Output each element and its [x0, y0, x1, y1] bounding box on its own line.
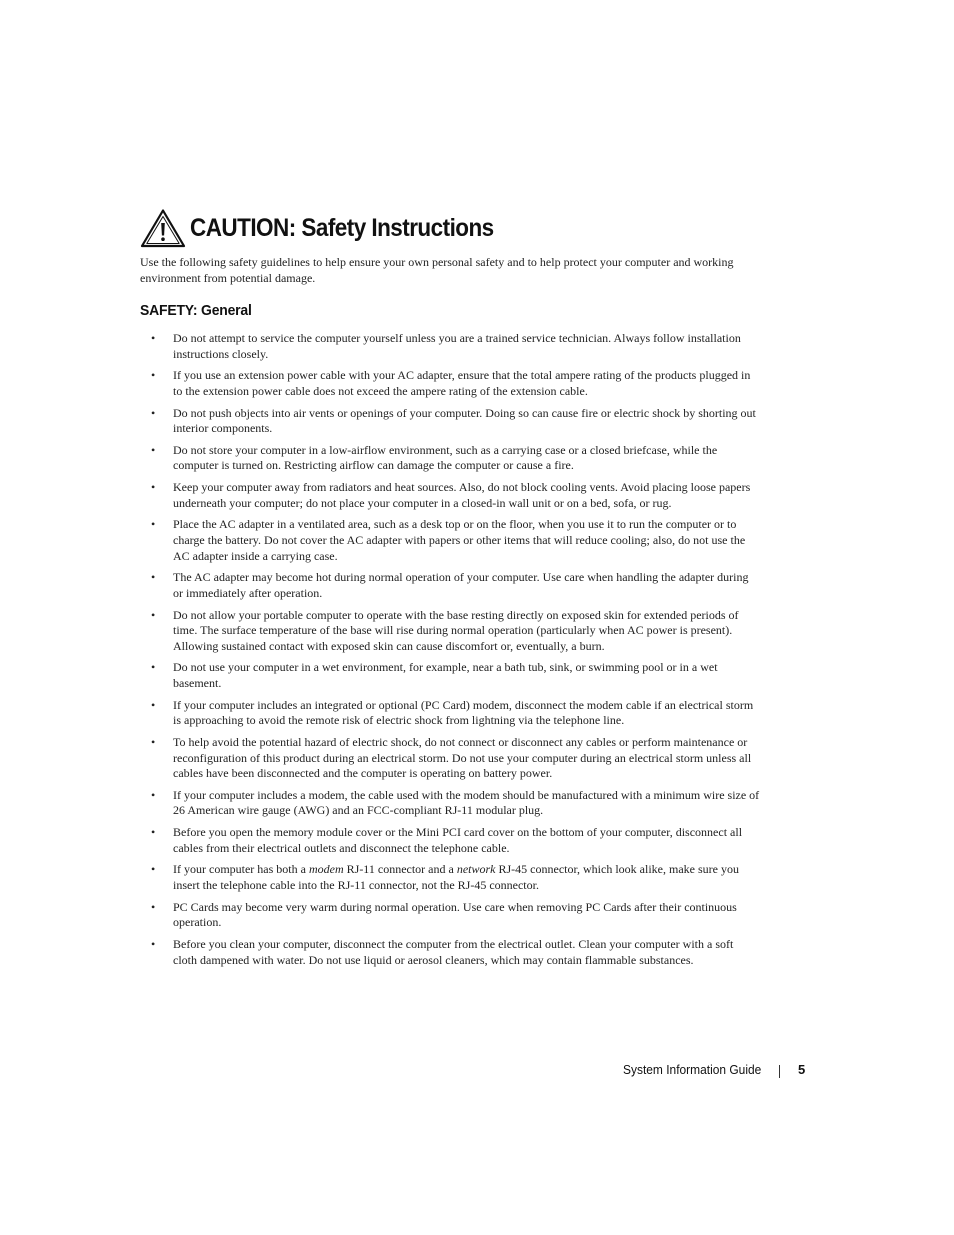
list-item — [140, 937, 760, 968]
page-number: 5 — [798, 1062, 806, 1077]
list-item-text: Place the AC adapter in a ventilated area, such as a desk top or on the floor, when you use it to run the computer or to charge the battery. Do not cover the AC adapter with papers or other items that will reduce cooling; also, do not use the AC adapter inside a carrying case. — [173, 517, 746, 563]
bullet-marker: • — [151, 570, 156, 585]
bullet-marker: • — [151, 697, 156, 712]
bullet-marker: • — [151, 368, 156, 383]
list-item — [140, 331, 760, 362]
title-row — [140, 208, 527, 248]
bullet-marker: • — [151, 405, 156, 420]
list-item-text: The AC adapter may become hot during normal operation of your computer. Use care when handling the adapter during or immediately after operation. — [173, 570, 749, 600]
list-item — [140, 698, 760, 729]
footer-divider — [779, 1065, 780, 1078]
list-item-text: Do not use your computer in a wet environment, for example, near a bath tub, sink, or swimming pool or in a wet basement. — [173, 660, 718, 691]
page-footer — [0, 1062, 954, 1082]
list-item-text: PC Cards may become very warm during normal operation. Use care when removing PC Cards after their continuous operation. — [173, 899, 737, 930]
list-item-text: Do not attempt to service the computer yourself unless you are a trained service technician. Always follow installation instructions closely. — [173, 331, 741, 361]
list-item — [140, 788, 760, 819]
list-item-text: If your computer includes a modem, the cable used with the modem should be manufactured with a minimum wire size of 26 American wire gauge (AWG) and an FCC-compliant RJ-11 modular plug. — [173, 787, 760, 818]
emphasis-modem: modem — [308, 862, 344, 877]
list-item-text: If you use an extension power cable with your AC adapter, ensure that the total ampere rating of the products plugged in to the extension power cable does not exceed the ampere rating of the extension cable. — [173, 368, 751, 398]
list-item-text-part: If your computer has both a — [173, 862, 309, 877]
list-item-text: To help avoid the potential hazard of electric shock, do not connect or disconnect any cables or perform maintenance or reconfiguration of this product during an electrical storm. Do not use your computer during an electrical storm unless all cables have been disconnected and the computer is operating on battery power. — [173, 735, 752, 781]
list-item-text-part: RJ-45 connector, which look alike, make sure you insert the telephone cable into the RJ-11 connector, not the RJ-45 connector. — [173, 862, 739, 893]
list-item-text: Do not allow your portable computer to operate with the base resting directly on exposed skin for extended periods of time. The surface temperature of the base will rise during normal operation (particularly when AC power is present). Allowing sustained contact with exposed skin can cause discomfort or, eventually, a burn. — [173, 607, 739, 653]
list-item-text: Before you open the memory module cover or the Mini PCI card cover on the bottom of your computer, disconnect all cables from their electrical outlets and disconnect the telephone cable. — [173, 825, 743, 855]
bullet-marker: • — [151, 331, 156, 345]
list-item-text: If your computer includes an integrated or optional (PC Card) modem, disconnect the modem cable if an electrical storm is approaching to avoid the remote risk of electric shock from lightning via the telephone line. — [173, 697, 754, 728]
bullet-marker: • — [151, 660, 156, 675]
list-item — [140, 570, 760, 601]
caution-triangle-icon — [140, 208, 186, 248]
list-item — [140, 406, 760, 437]
emphasis-network: network — [456, 862, 496, 877]
bullet-marker: • — [151, 607, 156, 622]
intro-paragraph: Use the following safety guidelines to help ensure your own personal safety and to help protect your computer and working environment from potential damage. — [140, 255, 734, 285]
bullet-marker: • — [151, 442, 156, 457]
list-item-text-part: RJ-11 connector and a — [343, 862, 457, 877]
bullet-marker: • — [151, 937, 156, 951]
list-item-text — [173, 862, 739, 892]
safety-bullet-list — [140, 331, 760, 974]
bullet-marker: • — [151, 899, 156, 914]
list-item-text: Do not store your computer in a low-airflow environment, such as a carrying case or a closed briefcase, while the computer is turned on. Restricting airflow can damage the computer or cause a fire. — [173, 442, 718, 473]
list-item — [140, 862, 760, 893]
list-item-text: Before you clean your computer, disconnect the computer from the electrical outlet. Clean your computer with a soft cloth dampened with water. Do not use liquid or aerosol cleaners, which may contain flammable substances. — [173, 937, 734, 967]
bullet-marker: • — [151, 517, 156, 532]
list-item-text: Do not push objects into air vents or openings of your computer. Doing so can cause fire or electric shock by shorting out interior components. — [173, 405, 756, 436]
bullet-marker: • — [151, 825, 156, 840]
list-item — [140, 900, 760, 931]
list-item — [140, 825, 760, 856]
bullet-marker: • — [151, 787, 156, 802]
bullet-marker: • — [151, 735, 156, 749]
footer-guide-title: System Information Guide — [622, 1062, 761, 1077]
page-title: CAUTION: Safety Instructions — [190, 213, 494, 242]
list-item-text: Keep your computer away from radiators and heat sources. Also, do not block cooling vents. Avoid placing loose papers underneath your computer; do not place your computer in a closed-in wall unit or on a bed, sofa, or rug. — [173, 480, 751, 510]
list-item — [140, 368, 760, 399]
bullet-marker: • — [151, 480, 156, 495]
list-item — [140, 480, 760, 511]
list-item — [140, 517, 760, 564]
list-item — [140, 660, 760, 691]
bullet-marker: • — [151, 862, 156, 877]
list-item — [140, 608, 760, 655]
list-item — [140, 443, 760, 474]
list-item — [140, 735, 760, 782]
section-heading: SAFETY: General — [140, 302, 252, 319]
